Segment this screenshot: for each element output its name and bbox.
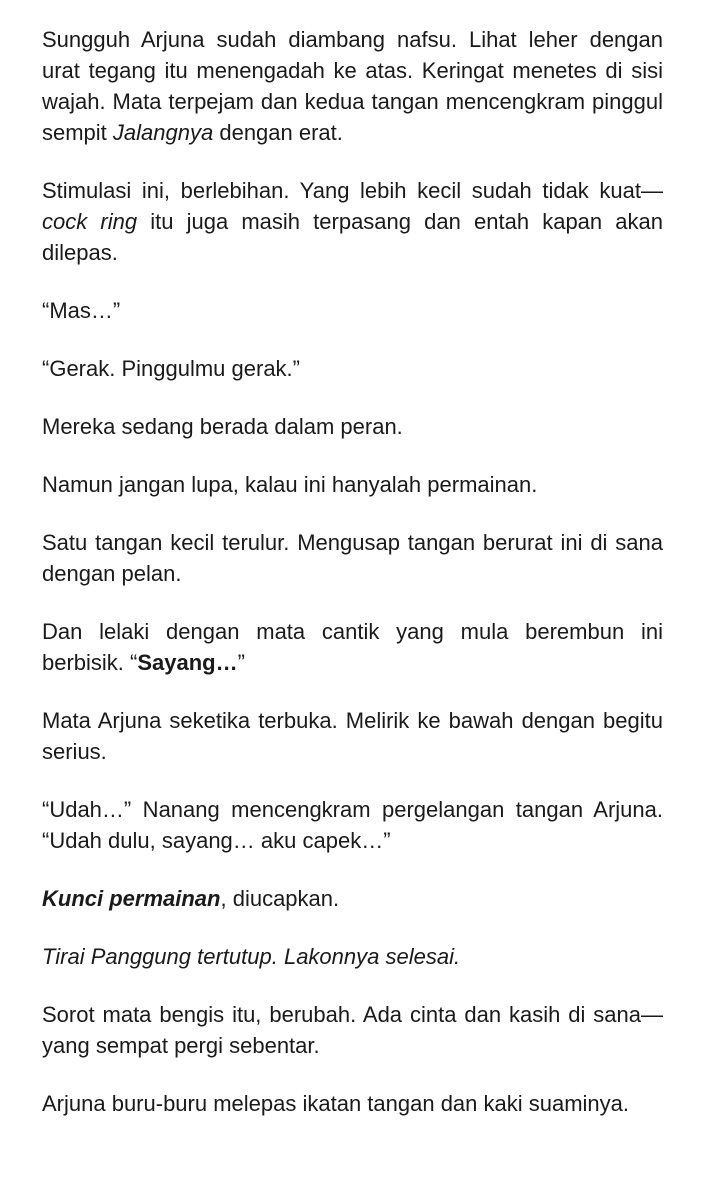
- paragraph-1-text: Sungguh Arjuna sudah diambang nafsu. Lihat leher dengan urat tegang itu menengadah ke atas. Keringat menetes di sisi wajah. Mata terpejam dan kedua tangan mencengkram pinggul sempit: [42, 27, 663, 145]
- paragraph-6: Namun jangan lupa, kalau ini hanyalah permainan.: [42, 472, 538, 497]
- paragraph-2-text: Stimulasi ini, berlebihan. Yang lebih kecil sudah tidak kuat—: [42, 178, 663, 203]
- paragraph-2-italic: cock ring: [42, 209, 138, 234]
- paragraph-14: Arjuna buru-buru melepas ikatan tangan dan kaki suaminya.: [42, 1091, 630, 1116]
- paragraph-8: [42, 616, 663, 678]
- paragraph-10: “Udah…” Nanang mencengkram pergelangan tangan Arjuna. “Udah dulu, sayang… aku capek…”: [42, 797, 663, 853]
- paragraph-1-end: dengan erat.: [213, 120, 343, 145]
- paragraph-9: Mata Arjuna seketika terbuka. Melirik ke bawah dengan begitu serius.: [42, 708, 663, 764]
- paragraph-2-end: itu juga masih terpasang dan entah kapan akan dilepas.: [42, 209, 663, 265]
- paragraph-3: “Mas…”: [42, 298, 121, 323]
- paragraph-11: [42, 883, 663, 914]
- paragraph-13: Sorot mata bengis itu, berubah. Ada cinta dan kasih di sana—yang sempat pergi sebentar.: [42, 1002, 663, 1058]
- paragraph-8-bold: Sayang…: [137, 650, 238, 675]
- paragraph-5: Mereka sedang berada dalam peran.: [42, 414, 403, 439]
- paragraph-7: Satu tangan kecil terulur. Mengusap tangan berurat ini di sana dengan pelan.: [42, 530, 663, 586]
- paragraph-8-end: ”: [237, 650, 245, 675]
- paragraph-4: “Gerak. Pinggulmu gerak.”: [42, 356, 300, 381]
- paragraph-11-bold-italic: [42, 886, 220, 911]
- paragraph-11-end: , diucapkan.: [220, 886, 340, 911]
- paragraph-12: [42, 941, 663, 972]
- paragraph-11-emphasis: Kunci permainan: [42, 886, 221, 911]
- paragraph-2: [42, 175, 663, 268]
- paragraph-1-italic: Jalangnya: [112, 120, 214, 145]
- paragraph-12-italic: Tirai Panggung tertutup. Lakonnya selesai.: [42, 944, 461, 969]
- paragraph-1: [42, 24, 663, 148]
- paragraph-8-text: Dan lelaki dengan mata cantik yang mula berembun ini berbisik. “: [42, 619, 663, 675]
